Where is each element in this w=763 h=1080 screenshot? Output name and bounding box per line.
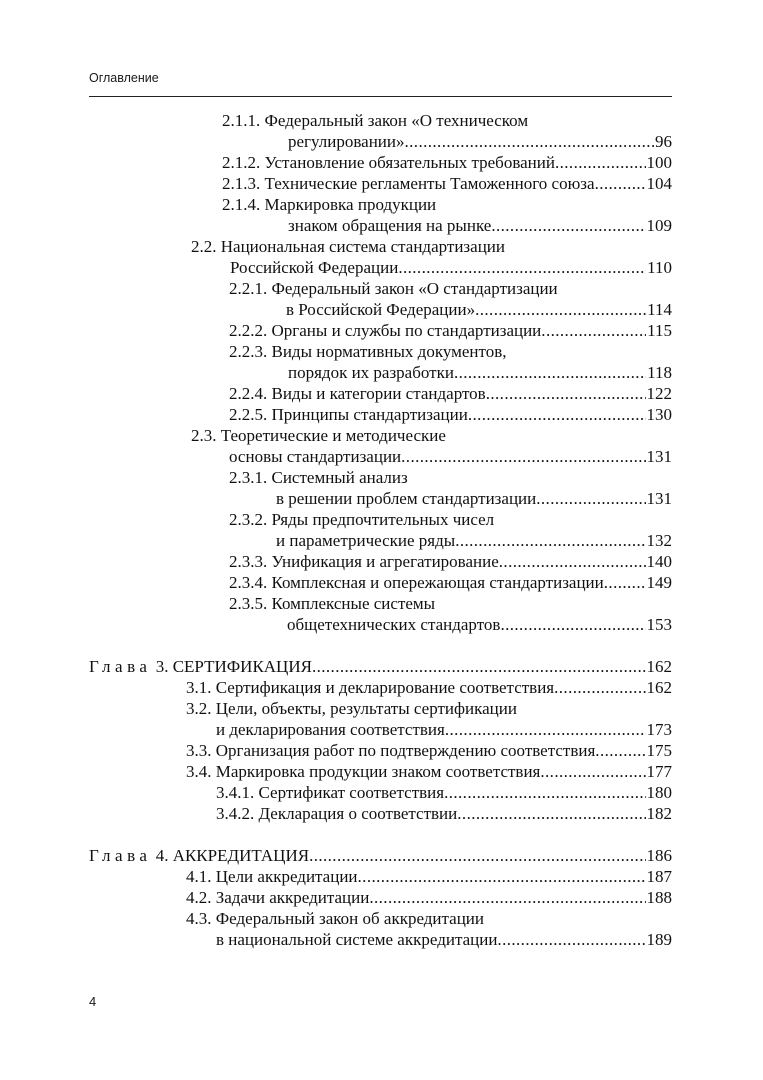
toc-leader-dots [604,572,646,593]
toc-entry[interactable] [229,383,672,404]
chapter-word: Глава [89,657,152,676]
toc-entry[interactable] [186,887,672,908]
header-rule [89,96,672,97]
toc-page-number: 100 [646,153,672,172]
toc-leader-dots [309,845,645,866]
toc-page-number: 132 [646,531,672,550]
toc-line: 2.1.4. Маркировка продукции [222,195,437,214]
toc-entry[interactable] [229,404,672,425]
toc-entry-title: в Российской Федерации» [286,300,476,319]
toc-entry-title: 3.4. Маркировка продукции знаком соответствия [186,762,541,781]
toc-entry[interactable] [216,803,672,824]
toc-line: 2.3. Теоретические и методические [191,426,446,445]
toc-leader-dots [536,488,645,509]
toc-entry[interactable] [216,782,672,803]
toc-leader-dots [312,656,646,677]
toc-entry-title: общетехнических стандартов [287,615,501,634]
toc-leader-dots [595,173,646,194]
toc-page-number: 96 [655,132,672,151]
toc-line: 2.1.1. Федеральный закон «О техническом [222,111,529,130]
toc-leader-dots [554,677,645,698]
toc-leader-dots [401,446,645,467]
toc-entry-title: и декларирования соответствия [216,720,445,739]
toc-entry-title: 2.2.5. Принципы стандартизации [229,405,468,424]
toc-leader-dots [468,404,646,425]
toc-entry[interactable] [288,215,672,236]
toc-page-number: 162 [646,678,672,697]
toc-page-number: 173 [646,720,672,739]
toc-page-number: 115 [647,321,672,340]
toc-page-number: 122 [646,384,672,403]
toc-entry-title [89,656,312,677]
toc-line: 3.2. Цели, объекты, результаты сертификации [186,699,517,718]
toc-leader-dots [455,530,645,551]
toc-leader-dots [595,740,645,761]
page-number: 4 [89,994,97,1009]
toc-entry-title: 3.1. Сертификация и декларирование соответствия [186,678,555,697]
toc-page-number: 177 [646,762,672,781]
toc-entry[interactable] [186,866,672,887]
toc-page-number: 118 [647,363,672,382]
toc-leader-dots [475,299,646,320]
toc-leader-dots [457,803,645,824]
toc-entry[interactable] [222,173,672,194]
toc-entry-title: регулировании» [288,132,405,151]
chapter-title: 3. СЕРТИФИКАЦИЯ [155,657,312,676]
toc-entry-title: в решении проблем стандартизации [276,489,537,508]
toc-entry[interactable] [276,488,672,509]
toc-page-number: 110 [647,258,672,277]
toc-entry[interactable] [287,614,672,635]
toc-entry-title: в национальной системе аккредитации [216,930,498,949]
toc-leader-dots [540,761,645,782]
toc-entry[interactable] [222,152,672,173]
toc-entry-title: 3.3. Организация работ по подтверждению соответствия [186,741,596,760]
toc-leader-dots [358,866,646,887]
toc-entry-title: 2.3.3. Унификация и агрегатирование [229,552,499,571]
toc-leader-dots [500,614,645,635]
toc-page-number: 189 [646,930,672,949]
toc-leader-dots [445,719,646,740]
toc-entry[interactable] [186,761,672,782]
chapter-title: 4. АККРЕДИТАЦИЯ [155,846,310,865]
toc-entry-title: 3.4.2. Декларация о соответствии [216,804,458,823]
toc-entry[interactable] [216,719,672,740]
toc-page-number: 153 [646,615,672,634]
toc-page-number: 182 [646,804,672,823]
toc-entry-title: и параметрические ряды [276,531,456,550]
toc-line: 2.3.5. Комплексные системы [229,594,436,613]
toc-leader-dots [499,551,646,572]
toc-leader-dots [491,215,645,236]
running-header: Оглавление [89,71,159,85]
toc-entry-title: знаком обращения на рынке [288,216,492,235]
toc-page-number: 114 [647,300,672,319]
toc-leader-dots [405,131,655,152]
toc-entry-title [89,845,309,866]
toc-line: 4.3. Федеральный закон об аккредитации [186,909,485,928]
toc-page-number: 140 [646,552,672,571]
toc-entry-title: 4.1. Цели аккредитации [186,867,358,886]
toc-leader-dots [486,383,646,404]
toc-chapter-entry[interactable] [89,845,672,866]
toc-entry[interactable] [229,446,672,467]
toc-entry-title: 2.1.3. Технические регламенты Таможенного союза [222,174,595,193]
toc-leader-dots [369,887,645,908]
toc-leader-dots [541,320,646,341]
toc-entry[interactable] [186,740,672,761]
toc-page-number: 175 [646,741,672,760]
toc-entry[interactable] [286,299,672,320]
toc-entry-title: 2.1.2. Установление обязательных требований [222,153,555,172]
toc-chapter-entry[interactable] [89,656,672,677]
toc-entry[interactable] [229,572,672,593]
toc-line: 2.2.3. Виды нормативных документов, [229,342,507,361]
toc-page-number: 104 [646,174,672,193]
toc-entry-title: основы стандартизации [229,447,402,466]
toc-page-number: 188 [646,888,672,907]
toc-entry[interactable] [186,677,672,698]
toc-entry[interactable] [288,131,672,152]
toc-leader-dots [454,362,646,383]
toc-line: 2.2.1. Федеральный закон «О стандартизации [229,279,558,298]
toc-entry[interactable] [230,257,672,278]
toc-page-number: 131 [646,447,672,466]
toc-page-number: 131 [646,489,672,508]
toc-page-number: 180 [646,783,672,802]
toc-page-number: 109 [646,216,672,235]
toc-entry-title: 2.2.4. Виды и категории стандартов [229,384,486,403]
toc-page-number: 186 [646,846,672,865]
toc-leader-dots [555,152,646,173]
toc-entry[interactable] [216,929,672,950]
toc-page-number: 130 [646,405,672,424]
toc-entry[interactable] [288,362,672,383]
toc-entry-title: 3.4.1. Сертификат соответствия [216,783,445,802]
toc-entry-title: Российской Федерации [230,258,399,277]
toc-line: 2.3.2. Ряды предпочтительных чисел [229,510,495,529]
toc-entry-title: 2.3.4. Комплексная и опережающая стандартизации [229,573,604,592]
toc-entry[interactable] [229,320,672,341]
toc-line: 2.3.1. Системный анализ [229,468,408,487]
toc-page-number: 162 [646,657,672,676]
chapter-word: Глава [89,846,152,865]
toc-entry[interactable] [276,530,672,551]
toc-entry[interactable] [229,551,672,572]
toc-line: 2.2. Национальная система стандартизации [191,237,505,256]
toc-entry-title: 2.2.2. Органы и службы по стандартизации [229,321,542,340]
toc-entry-title: 4.2. Задачи аккредитации [186,888,370,907]
toc-leader-dots [444,782,645,803]
toc-entry-title: порядок их разработки [288,363,454,382]
toc-page-number: 149 [646,573,672,592]
toc-leader-dots [398,257,646,278]
toc-leader-dots [497,929,645,950]
toc-page-number: 187 [646,867,672,886]
